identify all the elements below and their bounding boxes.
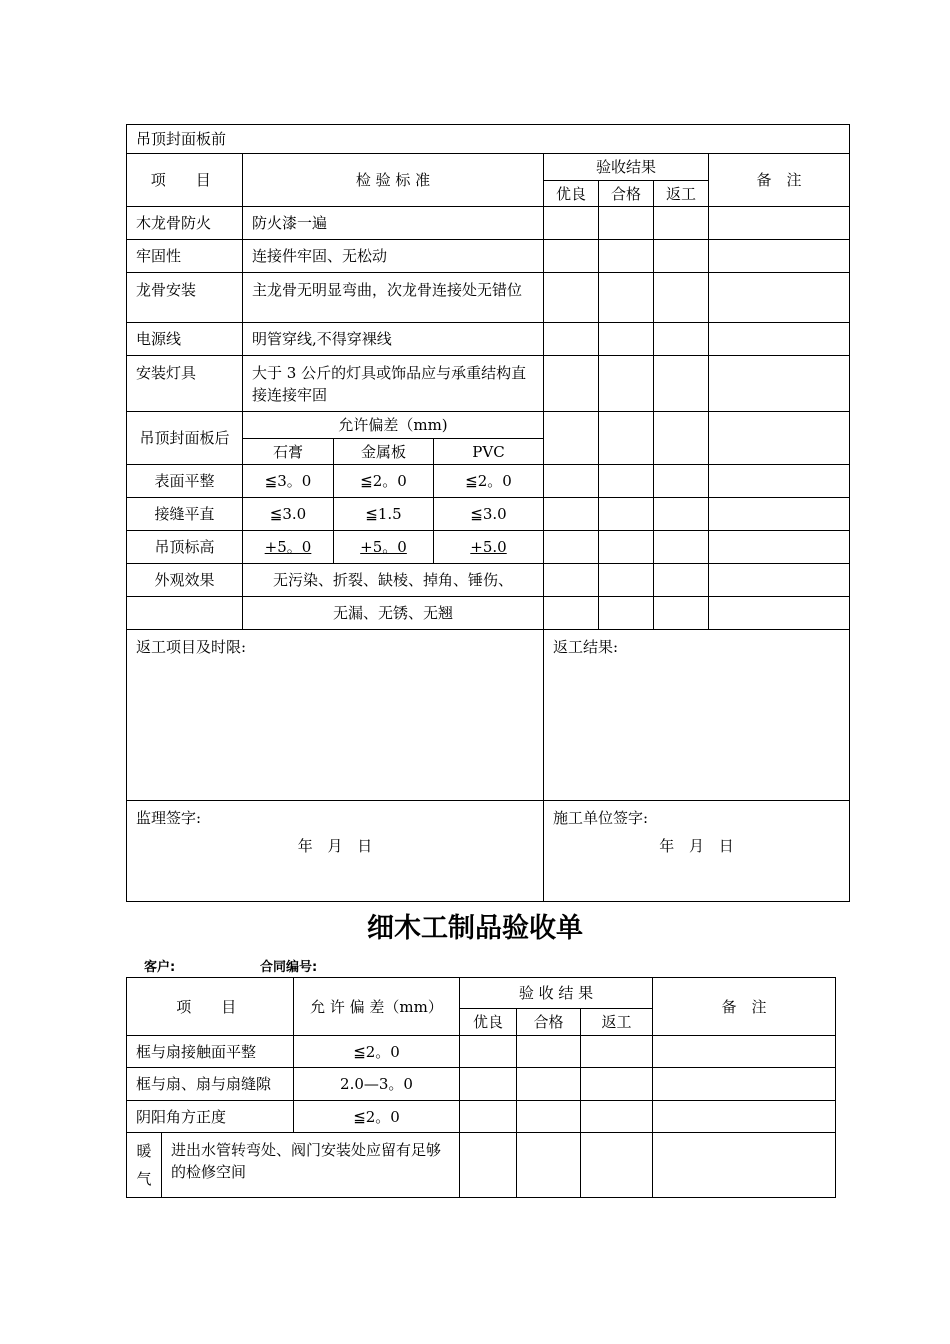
row-item: 阴阳角方正度 [127, 1101, 294, 1133]
table-row [127, 1133, 836, 1198]
rework-items-label: 返工项目及时限: [136, 638, 247, 656]
rework-cell[interactable] [654, 597, 709, 630]
row-item: 电源线 [127, 323, 243, 356]
table-row [127, 323, 850, 356]
row-standard: 主龙骨无明显弯曲，次龙骨连接处无错位 [243, 273, 544, 323]
rework-cell[interactable] [581, 1133, 653, 1198]
table-row [127, 273, 850, 323]
remark-cell[interactable] [709, 531, 850, 564]
pass-cell[interactable] [517, 1068, 581, 1101]
table-row [127, 564, 850, 597]
table-row [127, 465, 850, 498]
header-excellent: 优良 [544, 181, 599, 207]
header-result: 验收结果 [544, 154, 709, 181]
header-tolerance: 允 许 偏 差（mm） [294, 978, 460, 1036]
pass-cell[interactable] [599, 498, 654, 531]
customer-label: 客户: [144, 960, 176, 975]
remark-cell[interactable] [709, 356, 850, 412]
row-item: 龙骨安装 [127, 273, 243, 323]
pass-cell[interactable] [599, 531, 654, 564]
header-pass: 合格 [517, 1009, 581, 1036]
excellent-cell[interactable] [544, 240, 599, 273]
value-pvc: ≦3.0 [434, 498, 544, 531]
remark-cell[interactable] [709, 465, 850, 498]
value-metal: ≦1.5 [334, 498, 434, 531]
table-row [127, 498, 850, 531]
section-title: 吊顶封面板前 [127, 125, 850, 154]
remark-cell[interactable] [653, 1133, 836, 1198]
pass-cell[interactable] [599, 465, 654, 498]
remark-cell[interactable] [709, 240, 850, 273]
row-tolerance: 2.0—3。0 [294, 1068, 460, 1101]
remark-cell[interactable] [709, 273, 850, 323]
material-gypsum: 石膏 [243, 439, 334, 465]
supervisor-sign-field[interactable] [127, 801, 544, 902]
row-item: 吊顶标高 [127, 531, 243, 564]
after-section-title: 吊顶封面板后 [127, 412, 243, 465]
header-excellent: 优良 [460, 1009, 517, 1036]
appearance-text-1: 无污染、折裂、缺棱、掉角、锤伤、 [243, 564, 544, 597]
excellent-cell[interactable] [544, 465, 599, 498]
woodwork-inspection-table [126, 977, 836, 1198]
rework-cell[interactable] [654, 240, 709, 273]
ceiling-inspection-table [126, 124, 850, 902]
header-remark: 备 注 [709, 154, 850, 207]
rework-cell[interactable] [654, 412, 709, 465]
table-row [127, 240, 850, 273]
excellent-cell[interactable] [460, 1101, 517, 1133]
header-rework: 返工 [654, 181, 709, 207]
header-standard: 检 验 标 准 [243, 154, 544, 207]
remark-cell[interactable] [653, 1036, 836, 1068]
material-metal: 金属板 [334, 439, 434, 465]
row-standard: 连接件牢固、无松动 [243, 240, 544, 273]
value-gypsum: ≦3.0 [243, 498, 334, 531]
rework-cell[interactable] [654, 465, 709, 498]
row-item: 框与扇、扇与扇缝隙 [127, 1068, 294, 1101]
header-rework: 返工 [581, 1009, 653, 1036]
remark-cell[interactable] [709, 498, 850, 531]
value-gypsum: ≦3。0 [243, 465, 334, 498]
remark-cell[interactable] [709, 564, 850, 597]
row-item: 木龙骨防火 [127, 207, 243, 240]
header-remark: 备 注 [653, 978, 836, 1036]
row-standard: 防火漆一遍 [243, 207, 544, 240]
excellent-cell[interactable] [544, 273, 599, 323]
table-row [127, 1068, 836, 1101]
rework-result-label: 返工结果: [553, 638, 619, 656]
excellent-cell[interactable] [460, 1036, 517, 1068]
pass-cell[interactable] [599, 273, 654, 323]
excellent-cell[interactable] [544, 207, 599, 240]
contract-number-label: 合同编号: [260, 960, 318, 975]
value-metal: +5。0 [334, 531, 434, 564]
row-tolerance: ≦2。0 [294, 1101, 460, 1133]
contractor-date: 年 月 日 [659, 837, 734, 855]
material-pvc: PVC [434, 439, 544, 465]
header-pass: 合格 [599, 181, 654, 207]
rework-cell[interactable] [581, 1036, 653, 1068]
heating-requirement: 进出水管转弯处、阀门安装处应留有足够的检修空间 [162, 1133, 460, 1198]
table-row [127, 531, 850, 564]
row-standard: 大于 3 公斤的灯具或饰品应与承重结构直接连接牢固 [243, 356, 544, 412]
row-item: 安装灯具 [127, 356, 243, 412]
header-item: 项 目 [127, 978, 294, 1036]
row-tolerance: ≦2。0 [294, 1036, 460, 1068]
row-item: 牢固性 [127, 240, 243, 273]
pass-cell[interactable] [599, 323, 654, 356]
rework-items-field[interactable] [127, 630, 544, 801]
rework-cell[interactable] [581, 1101, 653, 1133]
appearance-text-2: 无漏、无锈、无翘 [243, 597, 544, 630]
excellent-cell[interactable] [544, 597, 599, 630]
excellent-cell[interactable] [544, 356, 599, 412]
pass-cell[interactable] [599, 240, 654, 273]
rework-cell[interactable] [581, 1068, 653, 1101]
supervisor-sign-label: 监理签字: [136, 809, 202, 827]
pass-cell[interactable] [517, 1036, 581, 1068]
heating-label: 暖 气 [127, 1133, 162, 1198]
row-item: 框与扇接触面平整 [127, 1036, 294, 1068]
value-pvc: ≦2。0 [434, 465, 544, 498]
supervisor-date: 年 月 日 [297, 837, 373, 855]
rework-cell[interactable] [654, 273, 709, 323]
excellent-cell[interactable] [544, 412, 599, 465]
remark-cell[interactable] [709, 412, 850, 465]
table-row [127, 207, 850, 240]
header-item: 项 目 [127, 154, 243, 207]
document-title: 细木工制品验收单 [367, 913, 583, 944]
table-row [127, 1036, 836, 1068]
excellent-cell[interactable] [544, 531, 599, 564]
table-row [127, 1101, 836, 1133]
value-gypsum: +5。0 [243, 531, 334, 564]
empty-item-cell [127, 597, 243, 630]
table-row [127, 356, 850, 412]
table-row [127, 597, 850, 630]
row-item: 接缝平直 [127, 498, 243, 531]
excellent-cell[interactable] [544, 323, 599, 356]
pass-cell[interactable] [599, 412, 654, 465]
rework-cell[interactable] [654, 564, 709, 597]
excellent-cell[interactable] [544, 498, 599, 531]
remark-cell[interactable] [653, 1068, 836, 1101]
value-metal: ≦2。0 [334, 465, 434, 498]
row-item: 表面平整 [127, 465, 243, 498]
pass-cell[interactable] [517, 1133, 581, 1198]
contractor-sign-field[interactable] [544, 801, 850, 902]
remark-cell[interactable] [709, 207, 850, 240]
excellent-cell[interactable] [544, 564, 599, 597]
pass-cell[interactable] [517, 1101, 581, 1133]
row-standard: 明管穿线,不得穿裸线 [243, 323, 544, 356]
remark-cell[interactable] [653, 1101, 836, 1133]
rework-cell[interactable] [654, 498, 709, 531]
row-item: 外观效果 [127, 564, 243, 597]
tolerance-label: 允许偏差（mm) [243, 412, 544, 439]
pass-cell[interactable] [599, 207, 654, 240]
remark-cell[interactable] [709, 323, 850, 356]
header-result: 验 收 结 果 [460, 978, 653, 1009]
excellent-cell[interactable] [460, 1133, 517, 1198]
excellent-cell[interactable] [460, 1068, 517, 1101]
pass-cell[interactable] [599, 564, 654, 597]
contractor-sign-label: 施工单位签字: [553, 809, 649, 827]
value-pvc: +5.0 [434, 531, 544, 564]
rework-result-field[interactable] [544, 630, 850, 801]
remark-cell[interactable] [709, 597, 850, 630]
rework-cell[interactable] [654, 207, 709, 240]
pass-cell[interactable] [599, 597, 654, 630]
rework-cell[interactable] [654, 356, 709, 412]
pass-cell[interactable] [599, 356, 654, 412]
rework-cell[interactable] [654, 531, 709, 564]
rework-cell[interactable] [654, 323, 709, 356]
